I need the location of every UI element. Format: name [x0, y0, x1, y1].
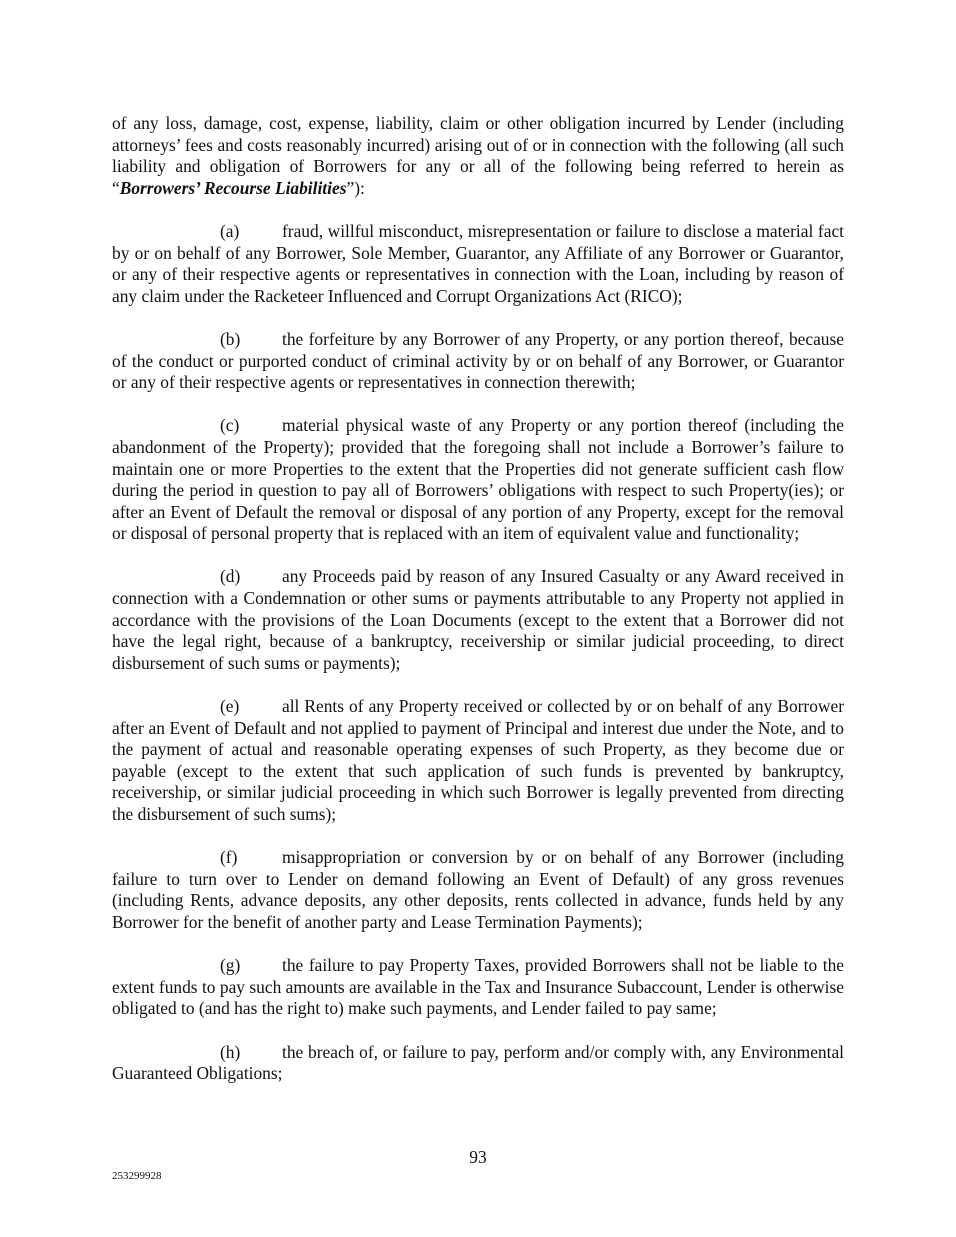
item-text: all Rents of any Property received or collected by or on behalf of any Borrower after an Event of Default and not applied to payment of Principal and interest due under the Note, and to the payment of actual and reasonable operating expenses of such Property, as they become due or payable (except to the extent that such application of such funds is prevented by bankruptcy, receivership, or similar judicial proceeding in which such Borrower is legally prevented from directing the disbursement of such sums); [112, 696, 844, 824]
defined-term: Borrowers’ Recourse Liabilities [119, 177, 347, 198]
item-text: the forfeiture by any Borrower of any Property, or any portion thereof, because of the conduct or purported conduct of criminal activity by or on behalf of any Borrower, or Guarantor or any of their respective agents or representatives in connection therewith; [112, 328, 844, 393]
intro-text: of any loss, damage, cost, expense, liability, claim or other obligation incurred by Lender (including attorneys’ fees and costs reasonably incurred) arising out of or in connection with the following (all such liability and obligation of Borrowers for any or all of the following being referred to herein as “ [112, 113, 844, 198]
item-label: (d) [220, 566, 241, 587]
item-label: (b) [220, 328, 241, 349]
list-item-c [112, 415, 844, 545]
list-item-e [112, 696, 844, 826]
intro-text-end: ”): [346, 177, 365, 198]
list-item-b [112, 329, 844, 394]
list-item-a [112, 221, 844, 307]
item-label: (f) [220, 847, 238, 868]
item-label: (a) [220, 220, 240, 241]
list-item-h [112, 1042, 844, 1085]
page-number: 93 [469, 1147, 487, 1167]
list-item-f [112, 847, 844, 933]
item-text: the breach of, or failure to pay, perform and/or comply with, any Environmental Guaranteed Obligations; [112, 1041, 844, 1084]
item-label: (c) [220, 415, 240, 436]
item-text: any Proceeds paid by reason of any Insured Casualty or any Award received in connection with a Condemnation or other sums or payments attributable to any Property not applied in accordance with the provisions of the Loan Documents (except to the extent that a Borrower did not have the legal right, because of a bankruptcy, receivership or similar judicial proceeding, to direct disbursement of such sums or payments); [112, 566, 844, 673]
list-item-d [112, 566, 844, 674]
item-text: the failure to pay Property Taxes, provided Borrowers shall not be liable to the extent funds to pay such amounts are available in the Tax and Insurance Subaccount, Lender is otherwise obligated to (and has the right to) make such payments, and Lender failed to pay same; [112, 955, 844, 1019]
item-text: misappropriation or conversion by or on behalf of any Borrower (including failure to turn over to Lender on demand following an Event of Default) of any gross revenues (including Rents, advance deposits, any other deposits, rents collected in advance, funds held by any Borrower for the benefit of another party and Lease Termination Payments); [112, 847, 844, 932]
item-text: material physical waste of any Property or any portion thereof (including the abandonment of the Property); provided that the foregoing shall not include a Borrower’s failure to maintain one or more Properties to the extent that the Properties did not generate sufficient cash flow during the period in question to pay all of Borrowers’ obligations with respect to such Property(ies); or after an Event of Default the removal or disposal of any portion of any Property, except for the removal or disposal of personal property that is replaced with an item of equivalent value and functionality; [112, 415, 844, 544]
item-label: (e) [220, 696, 240, 717]
intro-paragraph [112, 113, 844, 199]
item-label: (h) [220, 1041, 241, 1062]
document-id: 253299928 [112, 1170, 162, 1182]
item-text: fraud, willful misconduct, misrepresentation or failure to disclose a material fact by or on behalf of any Borrower, Sole Member, Guarantor, any Affiliate of any Borrower or Guarantor, or any of their respective agents or representatives in connection with the Loan, including by reason of any claim under the Racketeer Influenced and Corrupt Organizations Act (RICO); [112, 220, 844, 306]
item-label: (g) [220, 955, 241, 976]
list-item-g [112, 955, 844, 1020]
document-body [112, 113, 844, 1106]
